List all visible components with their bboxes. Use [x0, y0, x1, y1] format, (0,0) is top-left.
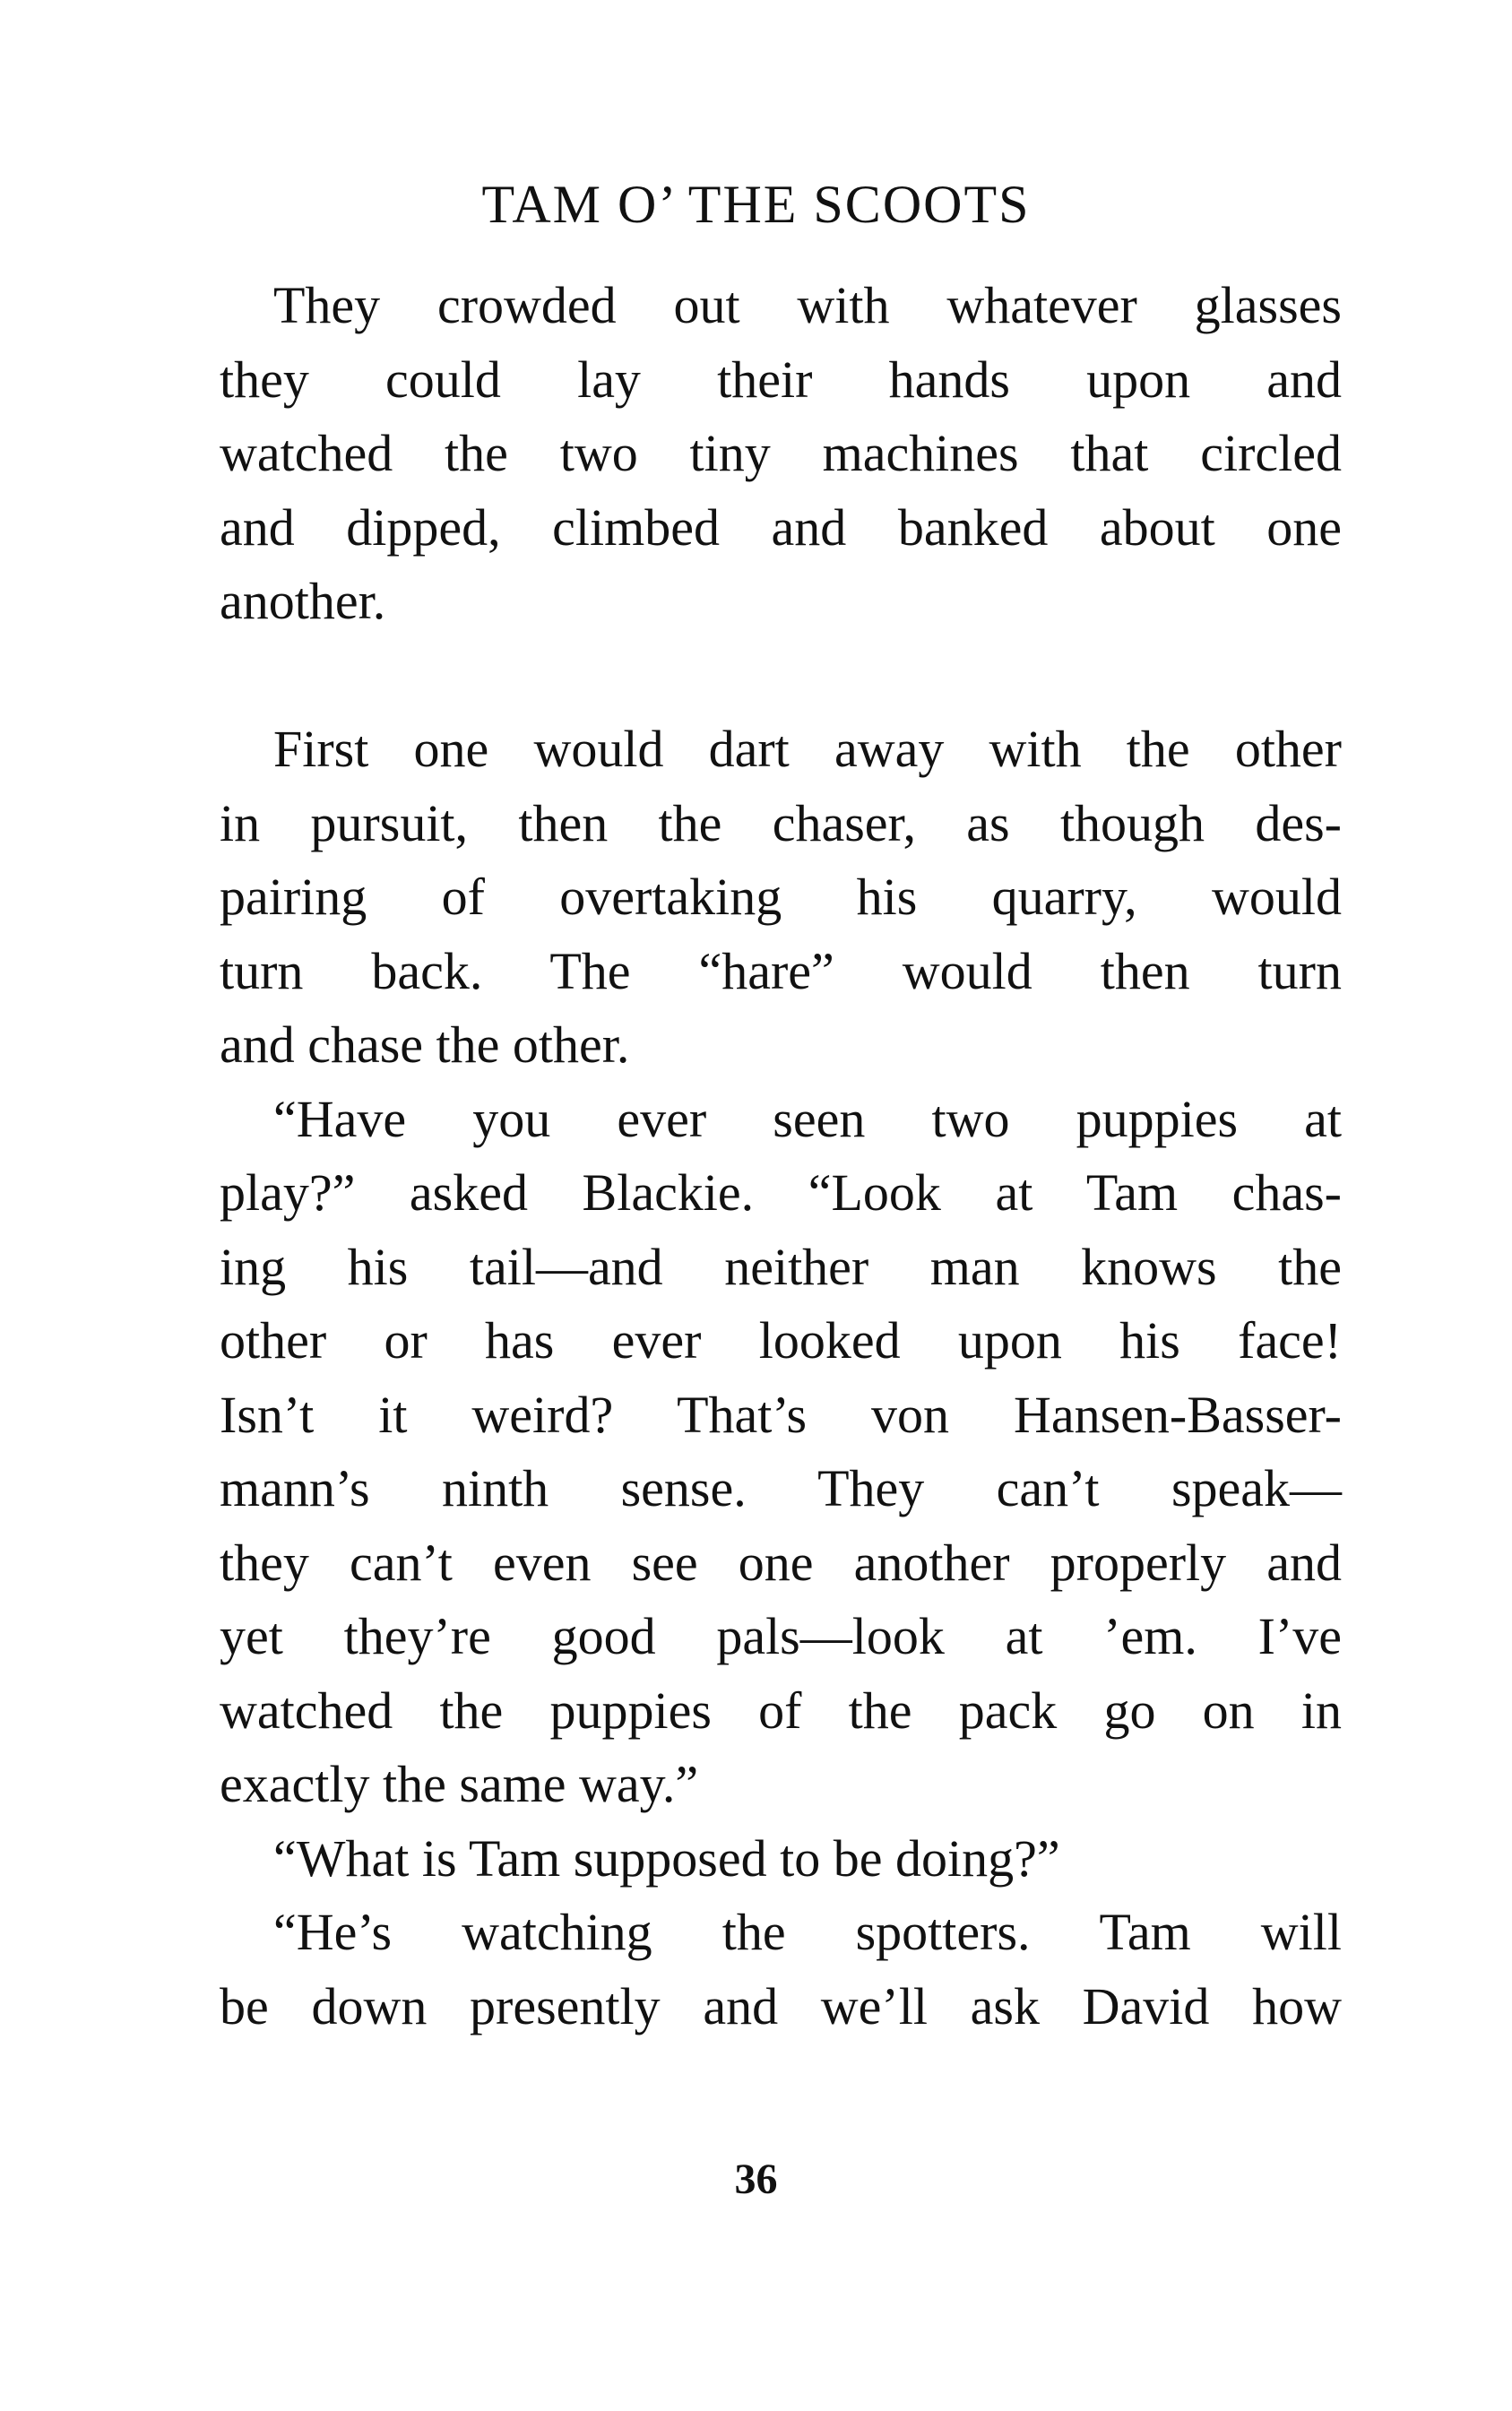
text-line: “Have you ever seen two puppies at [273, 1089, 1342, 1148]
text-line: in pursuit, then the chaser, as though des- [220, 793, 1342, 852]
text-line: other or has ever looked upon his face! [220, 1311, 1342, 1370]
paragraph-gap [220, 639, 1342, 713]
text-line: be down presently and we’ll ask David how [220, 1976, 1342, 2035]
text-line: ing his tail—and neither man knows the [220, 1237, 1342, 1296]
text-line: Isn’t it weird? That’s von Hansen-Basser- [220, 1385, 1342, 1444]
body-text [220, 269, 1342, 2044]
text-line: pairing of overtaking his quarry, would [220, 868, 1342, 926]
text-line: exactly the same way.” [220, 1755, 699, 1813]
text-line: watched the two tiny machines that circled [220, 424, 1342, 482]
paragraph [220, 713, 1342, 1083]
text-line: First one would dart away with the other [273, 720, 1342, 778]
text-line: turn back. The “hare” would then turn [220, 941, 1342, 1000]
text-line: another. [220, 572, 386, 630]
text-line: yet they’re good pals—look at ’em. I’ve [220, 1607, 1342, 1665]
paragraph [220, 1822, 1342, 1897]
text-line: and chase the other. [220, 1015, 630, 1074]
text-line: They crowded out with whatever glasses [273, 276, 1342, 334]
text-line: “What is Tam supposed to be doing?” [273, 1828, 1060, 1888]
paragraph [220, 1083, 1342, 1822]
paragraph [220, 269, 1342, 639]
text-line: mann’s ninth sense. They can’t speak— [220, 1459, 1342, 1517]
text-line: watched the puppies of the pack go on in [220, 1681, 1342, 1740]
paragraph [220, 1896, 1342, 2044]
text-line: play?” asked Blackie. “Look at Tam chas- [220, 1163, 1342, 1222]
text-line: and dipped, climbed and banked about one [220, 497, 1342, 557]
text-line: “He’s watching the spotters. Tam will [273, 1903, 1342, 1961]
running-head: TAM O’ THE SCOOTS [481, 175, 1031, 234]
page-number: 36 [734, 2156, 778, 2203]
text-line: they can’t even see one another properly and [220, 1533, 1342, 1592]
text-line: they could lay their hands upon and [220, 350, 1342, 409]
